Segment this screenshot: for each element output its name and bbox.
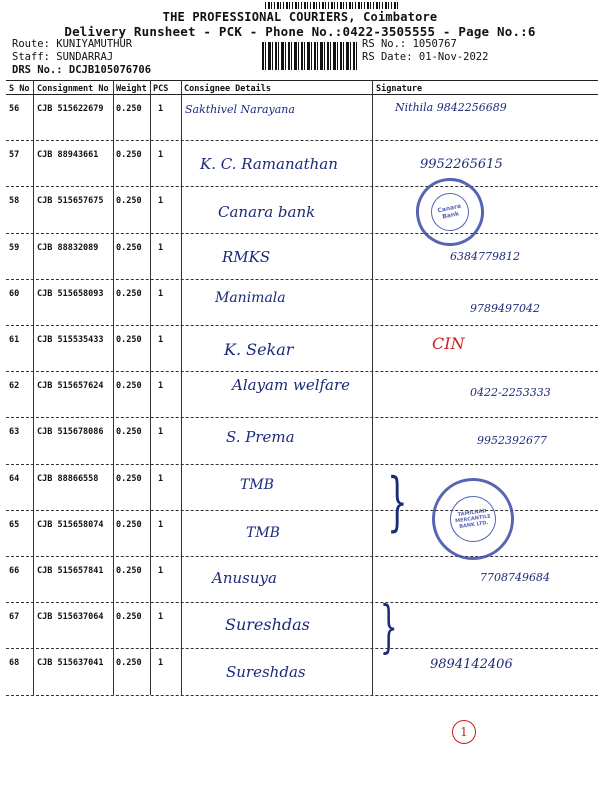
company-title: THE PROFESSIONAL COURIERS, Coimbatore — [162, 10, 438, 24]
row-consignment-no: CJB 515657624 — [37, 381, 104, 392]
row-pcs: 1 — [158, 196, 164, 207]
row-consignment-no: CJB 515657841 — [37, 566, 104, 576]
sureshdas-group-bracket: } — [379, 595, 398, 660]
drs-barcode — [262, 42, 357, 70]
row-consignment-no: CJB 515658074 — [37, 519, 104, 530]
row-divider — [6, 140, 598, 141]
row-pcs: 1 — [158, 612, 164, 623]
row-sno: 67 — [9, 612, 20, 623]
row-divider — [6, 417, 598, 418]
row-divider — [6, 371, 598, 372]
row-signature: 7708749684 — [480, 571, 550, 584]
row-consignee-name: Alayam welfare — [232, 376, 351, 395]
row-consignee-name: TMB — [246, 524, 280, 541]
row-divider — [6, 695, 598, 696]
col-header-signature: Signature — [376, 84, 423, 94]
row-consignment-no: CJB 515678086 — [37, 427, 104, 438]
row-signature: 9894142406 — [430, 657, 513, 673]
row-sno: 61 — [9, 335, 20, 345]
row-consignee-name: Sakthivel Narayana — [185, 103, 295, 116]
staff-label: Staff: SUNDARRAJ — [12, 51, 114, 63]
row-sno: 62 — [9, 381, 20, 392]
row-pcs: 1 — [158, 288, 164, 299]
row-divider — [6, 464, 598, 465]
col-header-consignee: Consignee Details — [184, 84, 271, 94]
row-divider — [6, 325, 598, 326]
row-pcs: 1 — [158, 150, 164, 161]
row-weight: 0.250 — [116, 427, 142, 438]
row-consignee-name: Sureshdas — [226, 663, 306, 682]
col-header-consignment: Consignment No — [37, 84, 109, 94]
row-divider — [6, 556, 598, 557]
row-divider — [6, 233, 598, 234]
route-label: Route: KUNIYAMUTHUR — [12, 38, 133, 50]
row-weight: 0.250 — [116, 658, 142, 669]
row-consignment-no: CJB 515657675 — [37, 196, 104, 207]
row-pcs: 1 — [158, 104, 164, 114]
row-consignee-name: K. C. Ramanathan — [200, 155, 338, 174]
row-pcs: 1 — [158, 335, 164, 345]
row-consignee-name: RMKS — [222, 247, 271, 266]
row-consignee-name: Canara bank — [218, 203, 316, 222]
row-consignment-no: CJB 88943661 — [37, 150, 99, 161]
row-pcs: 1 — [158, 242, 164, 253]
row-consignment-no: CJB 88866558 — [37, 473, 99, 484]
table-top-border — [6, 80, 598, 81]
row-sno: 64 — [9, 473, 20, 484]
row-consignee-name: Sureshdas — [225, 615, 310, 635]
row-divider — [6, 602, 598, 603]
row-weight: 0.250 — [116, 473, 142, 484]
row-sno: 58 — [9, 196, 20, 207]
row-consignee-name: Manimala — [215, 289, 286, 306]
row-consignment-no: CJB 515535433 — [37, 335, 104, 345]
row-consignee-name: Anusuya — [212, 569, 277, 587]
col-header-sno: S No — [9, 84, 30, 94]
row-sno: 66 — [9, 566, 20, 576]
row-sno: 68 — [9, 658, 20, 669]
row-pcs: 1 — [158, 473, 164, 484]
row-consignment-no: CJB 515637041 — [37, 658, 104, 669]
row-weight: 0.250 — [116, 566, 142, 576]
row-consignment-no: CJB 88832089 — [37, 242, 99, 253]
tmb-stamp — [427, 473, 520, 566]
rs-number: RS No.: 1050767 — [362, 38, 457, 50]
row-consignment-no: CJB 515622679 — [37, 104, 104, 114]
row-pcs: 1 — [158, 566, 164, 576]
row-sno: 65 — [9, 519, 20, 530]
row-sno: 63 — [9, 427, 20, 438]
row-divider — [6, 648, 598, 649]
row-signature: 9789497042 — [470, 301, 540, 315]
row-signature: CIN — [432, 334, 465, 353]
row-divider — [6, 279, 598, 280]
tmb-group-bracket: } — [387, 465, 408, 539]
canara-stamp-text: Canara Bank — [427, 189, 472, 234]
row-signature: 9952392677 — [477, 434, 547, 448]
row-pcs: 1 — [158, 381, 164, 392]
row-signature: 6384779812 — [450, 249, 520, 263]
rs-date: RS Date: 01-Nov-2022 — [362, 51, 489, 63]
row-weight: 0.250 — [116, 381, 142, 392]
row-sno: 57 — [9, 150, 20, 161]
tmb-stamp-text: TAMILNAD MERCANTILE BANK LTD. — [447, 493, 499, 545]
page-mark: 1 — [452, 720, 476, 744]
runsheet-title: Delivery Runsheet - PCK - Phone No.:0422-3505555 - Page No.:6 — [64, 24, 536, 39]
row-pcs: 1 — [158, 658, 164, 669]
row-pcs: 1 — [158, 427, 164, 438]
row-weight: 0.250 — [116, 519, 142, 530]
row-signature: Nithila 9842256689 — [395, 101, 507, 114]
drs-label: DRS No.: DCJB105076706 — [12, 64, 152, 76]
row-signature: 0422-2253333 — [470, 386, 551, 400]
col-header-weight: Weight — [116, 84, 147, 94]
row-consignment-no: CJB 515637064 — [37, 612, 104, 623]
row-divider — [6, 186, 598, 187]
row-pcs: 1 — [158, 519, 164, 530]
row-sno: 59 — [9, 242, 20, 253]
row-weight: 0.250 — [116, 196, 142, 207]
row-consignee-name: K. Sekar — [224, 340, 294, 359]
row-consignee-name: S. Prema — [226, 428, 295, 447]
row-weight: 0.250 — [116, 335, 142, 345]
row-weight: 0.250 — [116, 104, 142, 114]
row-signature: 9952265615 — [420, 157, 503, 173]
row-consignment-no: CJB 515658093 — [37, 288, 104, 299]
table-header-border — [6, 94, 598, 95]
row-weight: 0.250 — [116, 242, 142, 253]
col-header-pcs: PCS — [153, 84, 169, 94]
canara-bank-stamp — [410, 172, 491, 253]
row-weight: 0.250 — [116, 612, 142, 623]
row-consignee-name: TMB — [240, 476, 274, 493]
row-weight: 0.250 — [116, 288, 142, 299]
row-sno: 60 — [9, 288, 20, 299]
row-weight: 0.250 — [116, 150, 142, 161]
row-sno: 56 — [9, 104, 20, 114]
top-barcode — [265, 2, 400, 9]
